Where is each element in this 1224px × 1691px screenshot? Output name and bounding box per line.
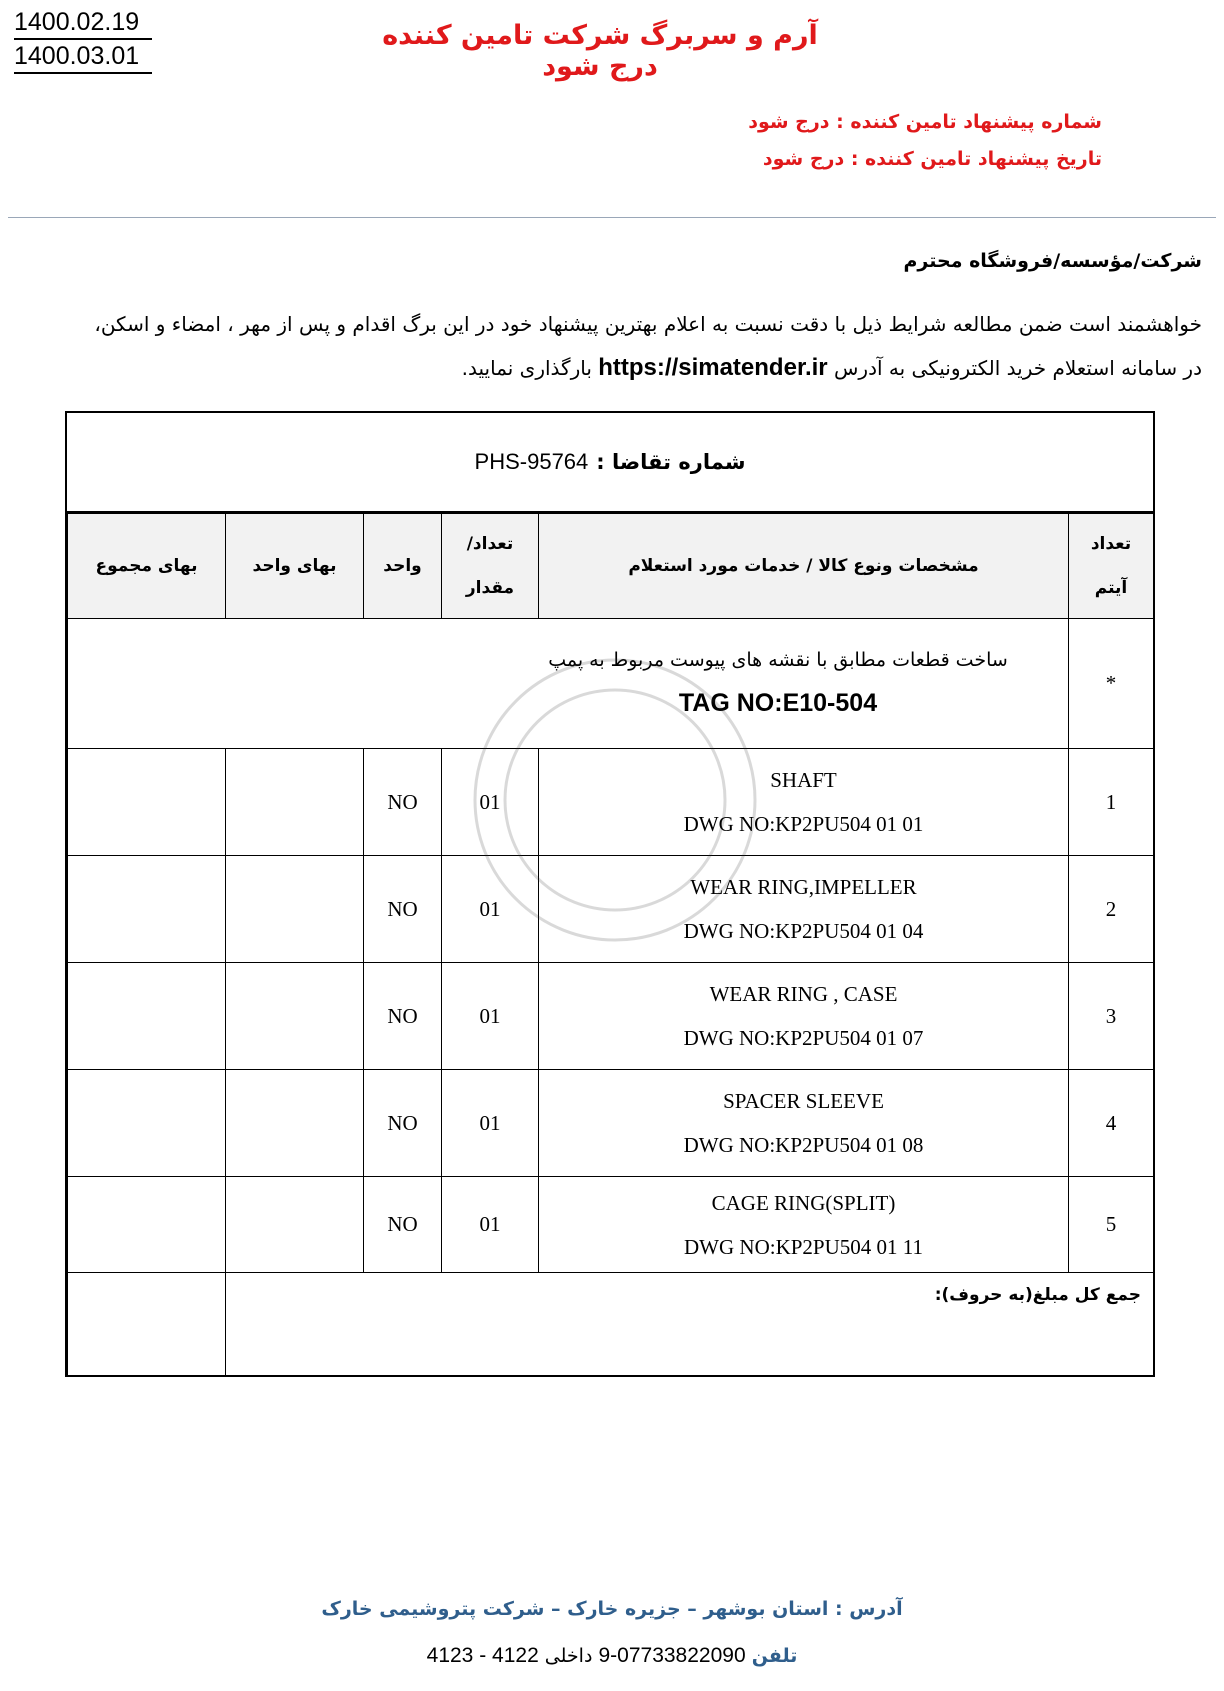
item-unit-price[interactable] <box>226 856 364 963</box>
item-quantity: 01 <box>442 749 539 856</box>
header-quantity: تعداد/ مقدار <box>442 514 539 619</box>
item-unit: NO <box>364 963 442 1070</box>
table-row <box>68 1070 1154 1177</box>
footer-ext-label: داخلی <box>544 1645 593 1667</box>
item-number: 3 <box>1069 963 1154 1070</box>
request-number-row <box>67 413 1153 513</box>
header-item-count: تعداد آیتم <box>1069 514 1154 619</box>
item-unit-price[interactable] <box>226 749 364 856</box>
item-quantity: 01 <box>442 856 539 963</box>
item-quantity: 01 <box>442 1070 539 1177</box>
item-quantity: 01 <box>442 1177 539 1273</box>
table-row <box>68 1177 1154 1273</box>
intro-line-1: خواهشمند است ضمن مطالعه شرایط ذیل با دقت نسبت به اعلام بهترین پیشنهاد خود در این برگ اقدام و پس از مهر ، امضاء و اسکن، <box>94 312 1202 336</box>
footer-ext-number: 4122 - 4123 <box>426 1644 539 1667</box>
intro-url[interactable]: https://simatender.ir <box>598 354 828 381</box>
item-total-price[interactable] <box>68 856 226 963</box>
header-unit-price: بهای واحد <box>226 514 364 619</box>
footer-tel-number: 07733822090-9 <box>598 1644 746 1667</box>
item-description: WEAR RING , CASE DWG NO:KP2PU504 01 07 <box>539 963 1069 1070</box>
footer-tel-label: تلفن <box>751 1645 798 1667</box>
item-description: SHAFT DWG NO:KP2PU504 01 01 <box>539 749 1069 856</box>
item-number: 4 <box>1069 1070 1154 1177</box>
items-table <box>67 513 1154 1377</box>
item-description: WEAR RING,IMPELLER DWG NO:KP2PU504 01 04 <box>539 856 1069 963</box>
item-unit: NO <box>364 749 442 856</box>
request-number-label: شماره تقاضا : <box>596 450 746 474</box>
intro-paragraph <box>26 302 1202 390</box>
total-row <box>68 1273 1154 1377</box>
intro-row-marker: * <box>1069 619 1154 749</box>
item-description: SPACER SLEEVE DWG NO:KP2PU504 01 08 <box>539 1070 1069 1177</box>
table-header-row <box>68 514 1154 619</box>
intro-line-2-pre: در سامانه استعلام خرید الکترونیکی به آدرس <box>834 356 1202 380</box>
item-unit-price[interactable] <box>226 963 364 1070</box>
total-amount-label: جمع کل مبلغ(به حروف): <box>226 1273 1154 1377</box>
table-row <box>68 749 1154 856</box>
header-description: مشخصات ونوع کالا / خدمات مورد استعلام <box>539 514 1069 619</box>
item-unit-price[interactable] <box>226 1177 364 1273</box>
item-total-price[interactable] <box>68 1070 226 1177</box>
item-number: 1 <box>1069 749 1154 856</box>
offer-info <box>748 104 1102 178</box>
intro-row <box>68 619 1154 749</box>
item-unit: NO <box>364 856 442 963</box>
footer-address: آدرس : استان بوشهر – جزیره خارک – شرکت پتروشیمی خارک <box>321 1598 903 1620</box>
intro-line-2 <box>26 346 1202 390</box>
total-amount-value[interactable] <box>68 1273 226 1377</box>
item-unit: NO <box>364 1177 442 1273</box>
header-total-price: بهای مجموع <box>68 514 226 619</box>
offer-date-line: تاریخ پیشنهاد تامین کننده : درج شود <box>762 148 1102 170</box>
item-number: 2 <box>1069 856 1154 963</box>
header-title: آرم و سربرگ شرکت تامین کننده درج شود <box>382 20 818 82</box>
item-unit-price[interactable] <box>226 1070 364 1177</box>
intro-row-content <box>68 619 1069 749</box>
intro-row-tag: TAG NO:E10-504 <box>678 689 878 717</box>
item-number: 5 <box>1069 1177 1154 1273</box>
intro-line-2-post: بارگذاری نمایید. <box>461 356 592 380</box>
request-number: PHS-95764 <box>474 449 589 474</box>
salutation: شرکت/مؤسسه/فروشگاه محترم <box>903 250 1202 272</box>
item-total-price[interactable] <box>68 749 226 856</box>
inquiry-table-frame <box>65 411 1155 1377</box>
table-row <box>68 963 1154 1070</box>
header-unit: واحد <box>364 514 442 619</box>
table-row <box>68 856 1154 963</box>
item-unit: NO <box>364 1070 442 1177</box>
divider <box>8 217 1216 218</box>
date-2: 1400.03.01 <box>14 40 152 74</box>
item-total-price[interactable] <box>68 963 226 1070</box>
intro-row-description: ساخت قطعات مطابق با نقشه های پیوست مربوط به پمپ <box>548 649 1008 671</box>
offer-number-line: شماره پیشنهاد تامین کننده : درج شود <box>748 111 1102 133</box>
date-1: 1400.02.19 <box>14 6 152 40</box>
document-dates <box>14 6 154 74</box>
item-description: CAGE RING(SPLIT) DWG NO:KP2PU504 01 11 <box>539 1177 1069 1273</box>
item-quantity: 01 <box>442 963 539 1070</box>
footer-phone <box>0 1644 1224 1668</box>
item-total-price[interactable] <box>68 1177 226 1273</box>
